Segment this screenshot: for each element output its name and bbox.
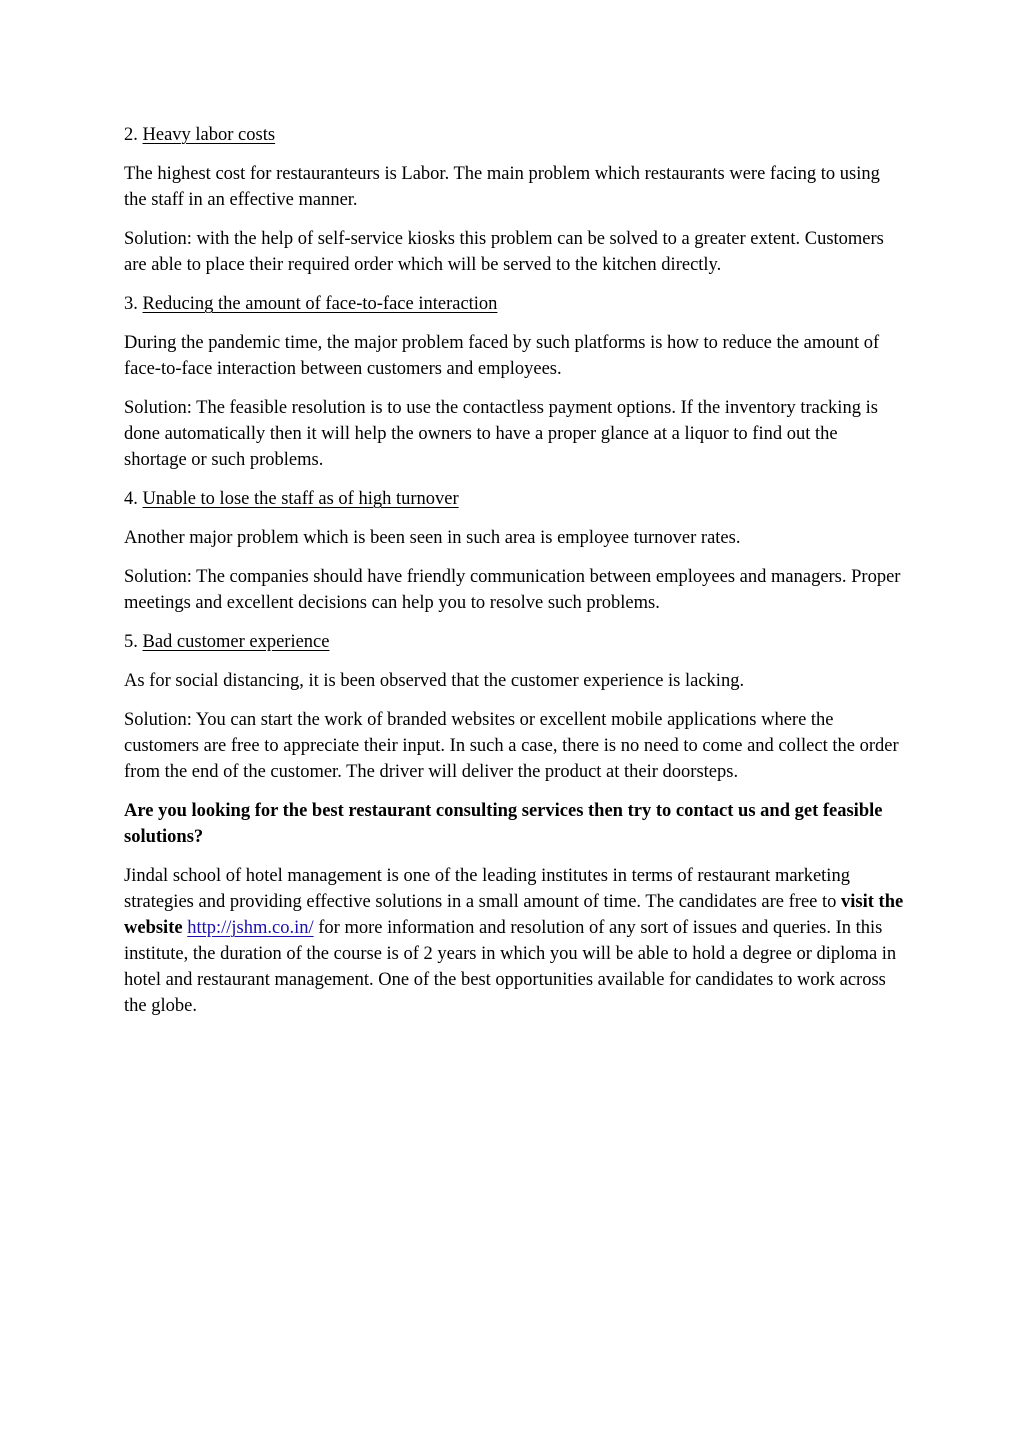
section-body-2: The highest cost for restauranteurs is Labor. The main problem which restaurants were facing to using the staff in an effective manner. xyxy=(124,164,880,210)
cta-heading: Are you looking for the best restaurant consulting services then try to contact us and get feasible solutions? xyxy=(124,801,883,847)
section-title: Unable to lose the staff as of high turnover xyxy=(142,489,459,509)
closing-paragraph xyxy=(124,863,904,1019)
section-heading-3 xyxy=(124,291,904,317)
section-number: 4. xyxy=(124,489,138,509)
section-number: 2. xyxy=(124,125,138,145)
section-heading-2 xyxy=(124,122,904,148)
section-heading-5 xyxy=(124,629,904,655)
section-body-5: As for social distancing, it is been observed that the customer experience is lacking. xyxy=(124,671,745,691)
document-page xyxy=(124,122,904,1032)
section-heading-4 xyxy=(124,486,904,512)
section-solution-2: Solution: with the help of self-service kiosks this problem can be solved to a greater extent. Customers are able to place their required order which will be served to the kitchen directly. xyxy=(124,229,884,275)
section-title: Heavy labor costs xyxy=(142,125,276,145)
website-link[interactable]: http://jshm.co.in/ xyxy=(187,918,314,938)
section-number: 5. xyxy=(124,632,138,652)
section-title: Bad customer experience xyxy=(142,632,330,652)
section-body-4: Another major problem which is been seen in such area is employee turnover rates. xyxy=(124,528,741,548)
section-body-3: During the pandemic time, the major problem faced by such platforms is how to reduce the amount of face-to-face interaction between customers and employees. xyxy=(124,333,880,379)
section-solution-5: Solution: You can start the work of branded websites or excellent mobile applications where the customers are free to appreciate their input. In such a case, there is no need to come and collect the order from the end of the customer. The driver will deliver the product at their doorsteps. xyxy=(124,710,899,782)
visit-website-label: visit the website xyxy=(124,892,904,938)
section-number: 3. xyxy=(124,294,138,314)
section-solution-4: Solution: The companies should have friendly communication between employees and managers. Proper meetings and excellent decisions can help you to resolve such problems. xyxy=(124,567,901,613)
section-solution-3: Solution: The feasible resolution is to use the contactless payment options. If the inventory tracking is done automatically then it will help the owners to have a proper glance at a liquor to find out the shortage or such problems. xyxy=(124,398,878,470)
closing-text-part1: Jindal school of hotel management is one of the leading institutes in terms of restaurant marketing strategies and providing effective solutions in a small amount of time. The candidates are free to xyxy=(124,866,850,912)
section-title: Reducing the amount of face-to-face interaction xyxy=(142,294,498,314)
closing-text-part2: for more information and resolution of any sort of issues and queries. In this institute, the duration of the course is of 2 years in which you will be able to hold a degree or diploma in hotel and restaurant management. One of the best opportunities available for candidates to work across the globe. xyxy=(124,918,897,1016)
